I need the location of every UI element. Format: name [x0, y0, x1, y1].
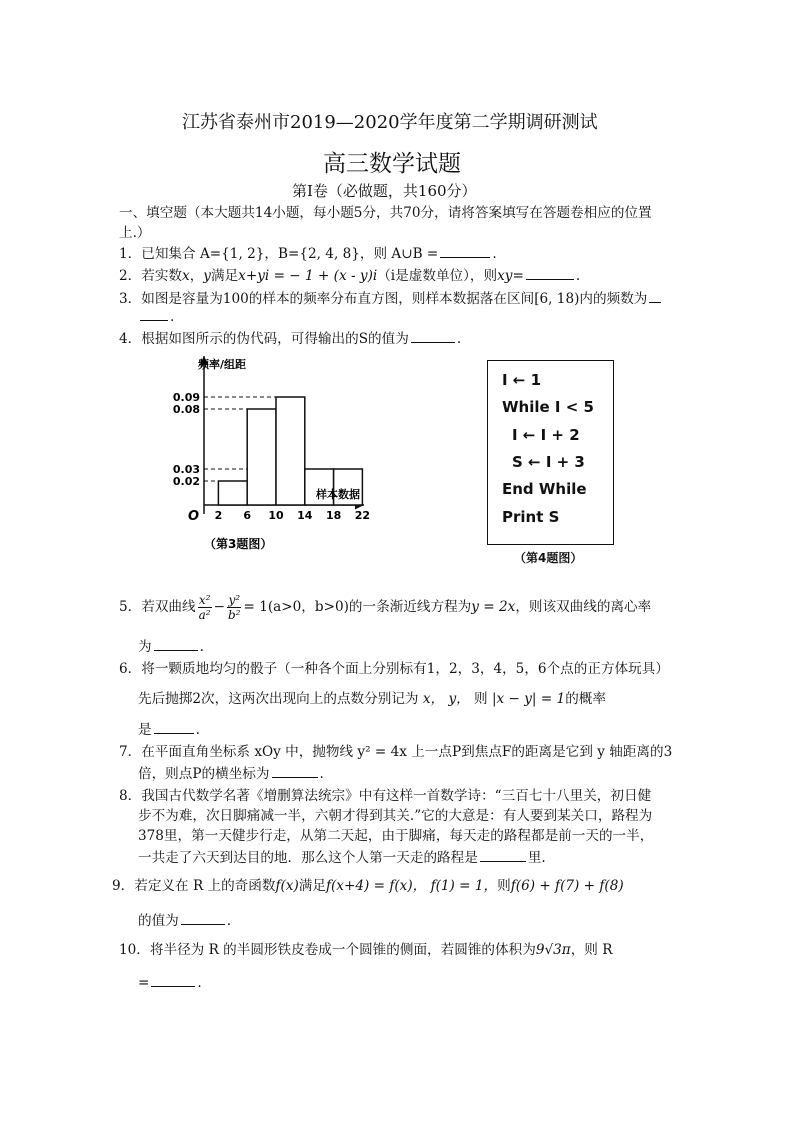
histogram-figure — [168, 348, 378, 560]
y-tick-label: 0.08 — [172, 403, 200, 416]
function-fx: f(x) — [275, 878, 299, 894]
question-8-line3: 378里，第一天健步行走，从第二天起，由于脚痛，每天走的路程都是前一天的一半， — [138, 828, 654, 844]
code-line: While I < 5 — [502, 398, 594, 416]
question-10-cont — [138, 972, 202, 993]
fraction-x2-a2 — [198, 593, 212, 622]
answer-blank — [140, 306, 168, 321]
denominator: b² — [227, 608, 241, 622]
code-line: I ← 1 — [502, 371, 542, 389]
end-mark: . — [575, 268, 581, 284]
var-xy: xy — [497, 268, 513, 284]
section-instructions-cont: 上.） — [119, 225, 151, 241]
question-7: 7．在平面直角坐标系 xOy 中，抛物线 y² = 4x 上一点P到焦点F的距离是它到 y 轴距离的3 — [119, 744, 673, 760]
q10-text: = — [138, 975, 150, 991]
histogram-caption: （第3题图） — [204, 537, 273, 551]
histogram-bar — [218, 481, 247, 505]
question-8-line2: 步不为难，次日脚痛减一半，六朝才得到其关.”它的大意是：有人要到某关口，路程为 — [138, 808, 653, 824]
question-9-cont — [138, 910, 231, 931]
answer-blank — [526, 265, 574, 280]
q6-text: 是 — [138, 722, 152, 738]
end-mark: . — [197, 975, 202, 991]
q10-text: 10．将半径为 R 的半圆形铁皮卷成一个圆锥的侧面，若圆锥的体积为 — [119, 942, 536, 958]
q6-text: 则 — [474, 691, 488, 707]
question-7-cont — [138, 763, 324, 784]
y-tick-label: 0.02 — [172, 475, 200, 488]
cone-volume: 9√3π — [535, 942, 571, 958]
question-1 — [119, 243, 497, 264]
exam-part: 第I卷（必做题，共160分） — [292, 182, 477, 200]
answer-blank — [154, 636, 198, 651]
question-9 — [112, 876, 624, 896]
question-3 — [119, 288, 663, 309]
x-axis-label: 样本数据 — [316, 488, 360, 501]
q9-text: 满足 — [298, 878, 326, 894]
numerator: y² — [228, 593, 241, 607]
q2-equals: = — [512, 268, 524, 284]
var-y: y — [203, 268, 211, 284]
q2-text: （i是虚数单位），则 — [377, 268, 498, 284]
y-tick-label: 0.03 — [172, 463, 200, 476]
x-tick-label: 22 — [354, 509, 371, 522]
question-8: 8．我国古代数学名著《增删算法统宗》中有这样一首数学诗：“三百七十八里关，初日健 — [119, 788, 652, 804]
q5-text: 5．若双曲线 — [119, 599, 196, 615]
q2-text: 2．若实数 — [119, 268, 183, 284]
numerator: x² — [198, 593, 211, 607]
x-tick-label: 18 — [325, 509, 342, 522]
q9-text: 则 — [497, 878, 511, 894]
q6-vars: x， y， — [422, 691, 470, 707]
q10-text: ，则 R — [570, 942, 613, 958]
question-6-end — [138, 719, 200, 740]
answer-blank — [151, 972, 195, 987]
value-equation: f(1) = 1， — [430, 878, 498, 894]
question-8-line4 — [138, 847, 546, 868]
q5-text: 为 — [138, 639, 152, 655]
question-5-cont — [138, 636, 204, 657]
end-mark: . — [199, 639, 204, 655]
end-mark: . — [456, 331, 462, 347]
question-5 — [119, 592, 651, 622]
q4-text: 4．根据如图所示的伪代码，可得输出的S的值为 — [119, 331, 409, 347]
question-4 — [119, 328, 461, 349]
x-tick-label: 14 — [297, 509, 313, 522]
answer-blank — [272, 763, 318, 778]
answer-blank — [181, 910, 225, 925]
y-axis-label: 频率/组距 — [198, 358, 247, 371]
answer-blank — [154, 719, 194, 734]
x-tick-label: 2 — [214, 509, 223, 522]
histogram-bar — [247, 409, 276, 505]
section-instructions: 一、填空题（本大题共14小题，每小题5分，共70分，请将答案填写在答题卷相应的位置 — [119, 205, 652, 221]
end-mark: . — [195, 722, 200, 738]
answer-blank — [649, 288, 661, 303]
code-line: Print S — [502, 508, 560, 526]
end-mark: . — [170, 309, 175, 325]
q6-text: 的概率 — [565, 691, 606, 707]
abs-expression: |x − y| = 1 — [491, 691, 566, 707]
pseudocode-box — [487, 360, 614, 545]
end-mark: . — [226, 913, 232, 929]
q7-text: 倍，则点P的横坐标为 — [138, 766, 270, 782]
question-3-cont — [138, 306, 174, 327]
code-line: I ← I + 2 — [512, 426, 580, 444]
denominator: a² — [198, 608, 211, 622]
minus-sign: − — [213, 599, 225, 615]
x-tick-label: 10 — [268, 509, 284, 522]
end-mark: . — [492, 246, 497, 262]
q3-text: 3．如图是容量为100的样本的频率分布直方图，则样本数据落在区间[6, 18)内的频数为 — [119, 291, 648, 307]
q2-text: 满足 — [210, 268, 239, 284]
x-tick-label: 6 — [243, 509, 252, 522]
periodic-equation: f(x+4) = f(x)， — [325, 878, 427, 894]
y-tick-label: 0.09 — [172, 391, 200, 404]
question-6-cont — [138, 689, 606, 709]
q5-text: ，则该双曲线的离心率 — [515, 599, 652, 615]
question-6: 6．将一颗质地均匀的骰子（一种各个面上分别标有1，2，3，4，5，6个点的正方体玩具） — [119, 661, 669, 677]
sum-expression: f(6) + f(7) + f(8) — [510, 878, 624, 894]
answer-blank — [440, 243, 490, 258]
question-10 — [119, 940, 612, 960]
q8-text: 一共走了六天到达目的地．那么这个人第一天走的路程是 — [138, 850, 478, 866]
question-1-text: 1．已知集合 A={1, 2}，B={2, 4, 8}，则 A∪B = — [119, 246, 439, 262]
answer-blank — [480, 847, 526, 862]
asymptote-equation: y = 2x — [471, 599, 516, 615]
histogram-bar — [276, 397, 305, 505]
q2-equation: x+yi = − 1 + (x - y)i — [238, 268, 378, 284]
q9-text: 9．若定义在 R 上的奇函数 — [112, 878, 276, 894]
q9-text: 的值为 — [138, 913, 179, 929]
q6-text: 先后抛掷2次，这两次出现向上的点数分别记为 — [138, 691, 419, 707]
q5-text: = 1(a>0，b>0)的一条渐近线方程为 — [243, 599, 472, 615]
exam-title: 江苏省泰州市2019—2020学年度第二学期调研测试 — [182, 112, 598, 133]
pseudocode-caption: （第4题图） — [514, 551, 583, 565]
end-mark: . — [319, 766, 324, 782]
question-2 — [119, 265, 580, 286]
code-line: End While — [502, 480, 587, 498]
exam-subtitle: 高三数学试题 — [323, 151, 461, 177]
origin-label: O — [188, 509, 200, 524]
answer-blank — [411, 328, 455, 343]
q8-text: 里. — [527, 850, 546, 866]
code-line: S ← I + 3 — [512, 453, 585, 471]
q2-comma: ， — [189, 268, 204, 284]
fraction-y2-b2 — [227, 593, 242, 622]
var-x: x — [182, 268, 190, 284]
